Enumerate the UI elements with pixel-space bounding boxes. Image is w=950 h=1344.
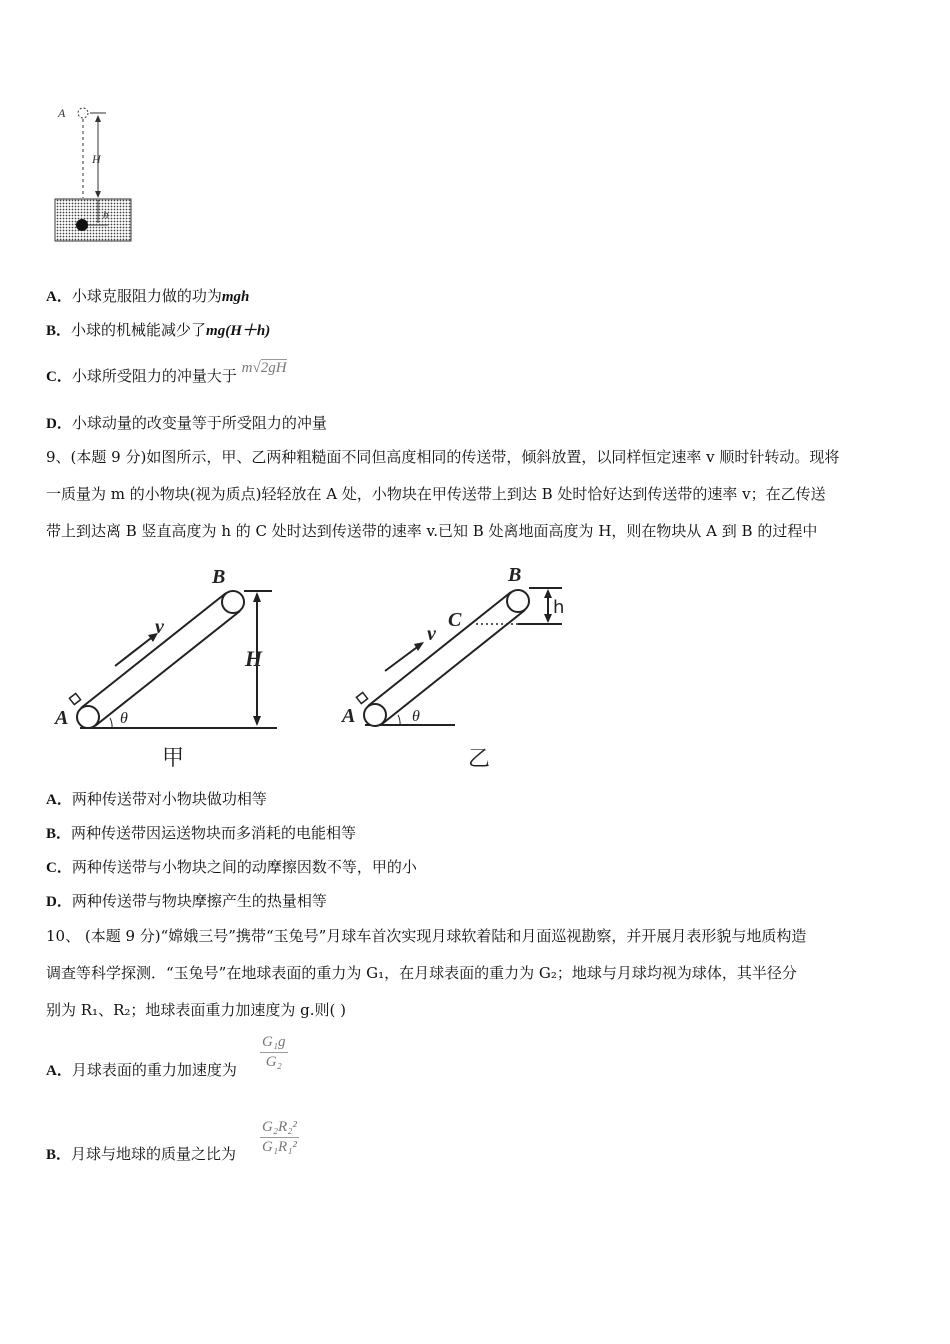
yi-label-C: C [448, 609, 462, 631]
fig8-sand [55, 199, 131, 241]
jia-label-theta: θ [120, 710, 128, 727]
q9-option-b: B．两种传送带因运送物块而多消耗的电能相等 [46, 824, 357, 842]
q10-option-b-fraction: $\frac{\text{G₂R₂²}}{\text{G₁R₁²}}$ [262, 1119, 297, 1155]
yi-label-h: h [553, 597, 565, 618]
q10-option-a: A．月球表面的重力加速度为 [46, 1061, 237, 1079]
q8-option-a: A．小球克服阻力做的功为mgh [46, 287, 250, 305]
q9-stem-line-1: 9、(本题 9 分)如图所示，甲、乙两种粗糙面不同但高度相同的传送带，倾斜放置，以同样恒定速率 v 顺时针转动。现将 [46, 448, 840, 466]
fig8-label-A: A [58, 106, 66, 120]
belt-jia [53, 566, 277, 771]
q8-option-c: C．小球所受阻力的冲量大于 m√2gH [46, 360, 287, 385]
yi-label-B: B [508, 564, 522, 586]
belt-yi [340, 564, 564, 772]
q8-option-d: D．小球动量的改变量等于所受阻力的冲量 [46, 414, 327, 432]
yi-caption: 乙 [468, 747, 491, 772]
jia-label-v: v [155, 616, 164, 638]
yi-label-v: v [427, 623, 436, 645]
fig8-ball [76, 219, 88, 231]
fig9-conveyor-belts [40, 558, 600, 778]
q8-option-b: B．小球的机械能减少了mg(H＋h) [46, 321, 271, 339]
jia-caption: 甲 [162, 746, 185, 771]
yi-label-A: A [342, 705, 356, 727]
q9-option-a: A．两种传送带对小物块做功相等 [46, 790, 267, 808]
q9-stem-line-2: 一质量为 m 的小物块(视为质点)轻轻放在 A 处，小物块在甲传送带上到达 B 处时恰好达到传送带的速率 v；在乙传送 [46, 485, 826, 503]
q10-option-b: B．月球与地球的质量之比为 [46, 1145, 237, 1163]
fig8-ball-in-sand [50, 100, 140, 245]
fig8-start-ball [78, 108, 88, 118]
q9-stem-line-3: 带上到达离 B 竖直高度为 h 的 C 处时达到传送带的速率 v.已知 B 处离地面高度为 H，则在物块从 A 到 B 的过程中 [46, 522, 818, 540]
fig8-label-h: h [103, 209, 109, 221]
q10-stem-line-2: 调查等科学探测．“玉兔号”在地球表面的重力为 G₁，在月球表面的重力为 G₂；地球与月球均视为球体，其半径分 [46, 964, 797, 982]
q9-option-d: D．两种传送带与物块摩擦产生的热量相等 [46, 892, 327, 910]
q10-stem-line-1: 10、 (本题 9 分)“嫦娥三号”携带“玉兔号”月球车首次实现月球软着陆和月面巡视勘察，并开展月表形貌与地质构造 [46, 927, 807, 945]
fig8-label-H: H [92, 152, 101, 166]
jia-label-H: H [245, 646, 263, 671]
jia-label-B: B [212, 566, 226, 588]
sqrt-expression: m√2gH [241, 360, 287, 376]
jia-label-A: A [55, 707, 69, 729]
yi-label-theta: θ [412, 708, 420, 725]
q10-option-a-fraction: $\frac{\text{G₁g}}{\text{G₂}}$ [262, 1034, 286, 1070]
q9-option-c: C．两种传送带与小物块之间的动摩擦因数不等，甲的小 [46, 858, 417, 876]
q10-stem-line-3: 别为 R₁、R₂；地球表面重力加速度为 g.则( ) [46, 1001, 346, 1019]
